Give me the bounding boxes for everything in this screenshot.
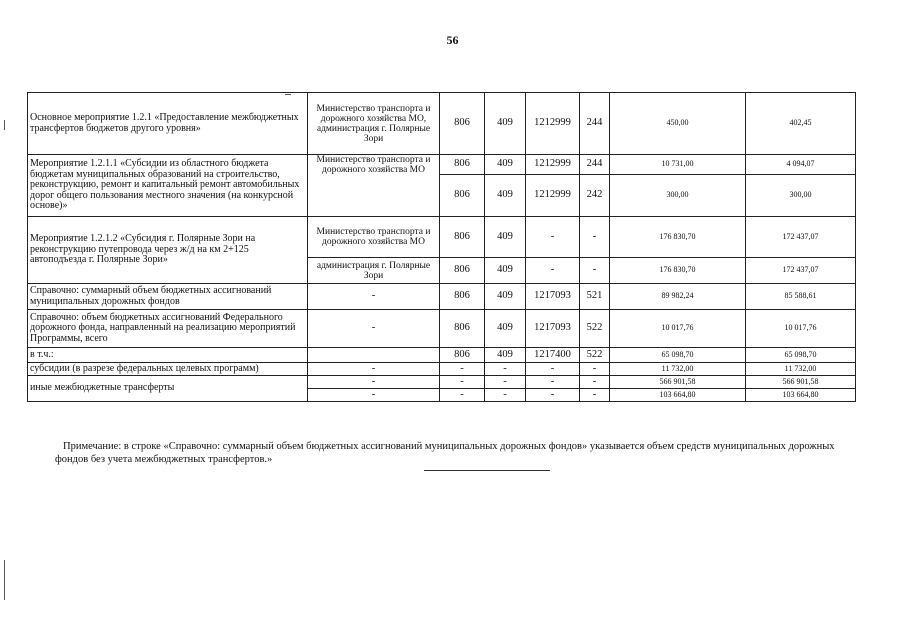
row-name: Мероприятие 1.2.1.2 «Субсидия г. Полярные Зори на реконструкцию путепровода через ж/д на км 2+125 автоподъезда г. Полярные Зори» bbox=[28, 217, 308, 284]
row-executor: Министерство транспорта и дорожного хозяйства МО bbox=[308, 155, 440, 217]
footnote: Примечание: в строке «Справочно: суммарный объем бюджетных ассигнований муниципальных дорожных фондов» указывается объем средств муниципальных дорожных фондов без учета межбюджетных трансфертов.» bbox=[55, 441, 835, 465]
scan-margin-mark bbox=[4, 120, 5, 130]
code-type: - bbox=[580, 389, 610, 402]
amount-plan: 11 732,00 bbox=[610, 363, 746, 376]
scan-margin-mark bbox=[4, 560, 5, 600]
row-executor: - bbox=[308, 389, 440, 402]
table-row bbox=[28, 217, 856, 258]
code-section: 409 bbox=[485, 155, 526, 175]
amount-actual: 172 437,07 bbox=[746, 217, 856, 258]
amount-plan: 10 017,76 bbox=[610, 310, 746, 348]
amount-plan: 103 664,80 bbox=[610, 389, 746, 402]
amount-actual: 103 664,80 bbox=[746, 389, 856, 402]
code-section: 409 bbox=[485, 175, 526, 217]
code-type: 242 bbox=[580, 175, 610, 217]
amount-actual: 172 437,07 bbox=[746, 258, 856, 284]
code-type: - bbox=[580, 376, 610, 389]
table-row bbox=[28, 363, 856, 376]
amount-actual: 566 901,58 bbox=[746, 376, 856, 389]
amount-plan: 10 731,00 bbox=[610, 155, 746, 175]
amount-plan: 89 982,24 bbox=[610, 284, 746, 310]
code-target: - bbox=[526, 363, 580, 376]
code-type: 522 bbox=[580, 310, 610, 348]
table-row bbox=[28, 376, 856, 389]
row-executor: администрация г. Полярные Зори bbox=[308, 258, 440, 284]
code-ministry: 806 bbox=[440, 155, 485, 175]
code-section: - bbox=[485, 389, 526, 402]
code-target: 1217400 bbox=[526, 348, 580, 363]
table-row bbox=[28, 348, 856, 363]
code-ministry: - bbox=[440, 363, 485, 376]
code-section: 409 bbox=[485, 217, 526, 258]
code-ministry: 806 bbox=[440, 310, 485, 348]
row-name: субсидии (в разрезе федеральных целевых программ) bbox=[28, 363, 308, 376]
row-executor: - bbox=[308, 376, 440, 389]
row-name: Справочно: объем бюджетных ассигнований Федерального дорожного фонда, направленный на реализацию мероприятий Программы, всего bbox=[28, 310, 308, 348]
code-target: 1217093 bbox=[526, 310, 580, 348]
table-row bbox=[28, 310, 856, 348]
code-ministry: - bbox=[440, 376, 485, 389]
page-number: 56 bbox=[446, 33, 459, 47]
code-type: - bbox=[580, 363, 610, 376]
code-target: 1212999 bbox=[526, 155, 580, 175]
code-target: - bbox=[526, 389, 580, 402]
code-ministry: 806 bbox=[440, 175, 485, 217]
code-section: 409 bbox=[485, 310, 526, 348]
amount-actual: 85 588,61 bbox=[746, 284, 856, 310]
budget-table bbox=[27, 92, 856, 402]
amount-actual: 65 098,70 bbox=[746, 348, 856, 363]
table-row bbox=[28, 284, 856, 310]
row-name: в т.ч.: bbox=[28, 348, 308, 363]
code-ministry: 806 bbox=[440, 348, 485, 363]
row-executor: - bbox=[308, 310, 440, 348]
row-executor: - bbox=[308, 284, 440, 310]
code-ministry: 806 bbox=[440, 93, 485, 155]
code-ministry: - bbox=[440, 389, 485, 402]
separator-line bbox=[424, 470, 550, 471]
code-target: - bbox=[526, 258, 580, 284]
code-ministry: 806 bbox=[440, 217, 485, 258]
amount-actual: 11 732,00 bbox=[746, 363, 856, 376]
code-type: 522 bbox=[580, 348, 610, 363]
code-section: 409 bbox=[485, 284, 526, 310]
row-name: Справочно: суммарный объем бюджетных ассигнований муниципальных дорожных фондов bbox=[28, 284, 308, 310]
amount-plan: 176 830,70 bbox=[610, 258, 746, 284]
row-executor bbox=[308, 348, 440, 363]
code-type: 244 bbox=[580, 155, 610, 175]
amount-plan: 176 830,70 bbox=[610, 217, 746, 258]
code-target: - bbox=[526, 217, 580, 258]
amount-plan: 300,00 bbox=[610, 175, 746, 217]
row-executor: - bbox=[308, 363, 440, 376]
amount-plan: 450,00 bbox=[610, 93, 746, 155]
amount-plan: 65 098,70 bbox=[610, 348, 746, 363]
row-name: иные межбюджетные трансферты bbox=[28, 376, 308, 402]
row-executor: Министерство транспорта и дорожного хозяйства МО bbox=[308, 217, 440, 258]
row-name: Основное мероприятие 1.2.1 «Предоставление межбюджетных трансфертов бюджетов другого уровня» bbox=[28, 93, 308, 155]
amount-plan: 566 901,58 bbox=[610, 376, 746, 389]
code-section: - bbox=[485, 376, 526, 389]
amount-actual: 300,00 bbox=[746, 175, 856, 217]
code-section: - bbox=[485, 363, 526, 376]
row-executor: Министерство транспорта и дорожного хозяйства МО, администрация г. Полярные Зори bbox=[308, 93, 440, 155]
amount-actual: 10 017,76 bbox=[746, 310, 856, 348]
code-type: - bbox=[580, 258, 610, 284]
code-section: 409 bbox=[485, 93, 526, 155]
table-row bbox=[28, 155, 856, 175]
amount-actual: 402,45 bbox=[746, 93, 856, 155]
code-type: - bbox=[580, 217, 610, 258]
code-target: 1212999 bbox=[526, 93, 580, 155]
code-type: 244 bbox=[580, 93, 610, 155]
table-row bbox=[28, 93, 856, 155]
amount-actual: 4 094,07 bbox=[746, 155, 856, 175]
code-target: - bbox=[526, 376, 580, 389]
code-ministry: 806 bbox=[440, 258, 485, 284]
code-section: 409 bbox=[485, 348, 526, 363]
code-type: 521 bbox=[580, 284, 610, 310]
code-ministry: 806 bbox=[440, 284, 485, 310]
code-section: 409 bbox=[485, 258, 526, 284]
row-name: Мероприятие 1.2.1.1 «Субсидии из областного бюджета бюджетам муниципальных образований на строительство, реконструкцию, ремонт и капитальный ремонт автомобильных дорог общего пользования местного значения (на конкурсной основе)» bbox=[28, 155, 308, 217]
code-target: 1217093 bbox=[526, 284, 580, 310]
code-target: 1212999 bbox=[526, 175, 580, 217]
